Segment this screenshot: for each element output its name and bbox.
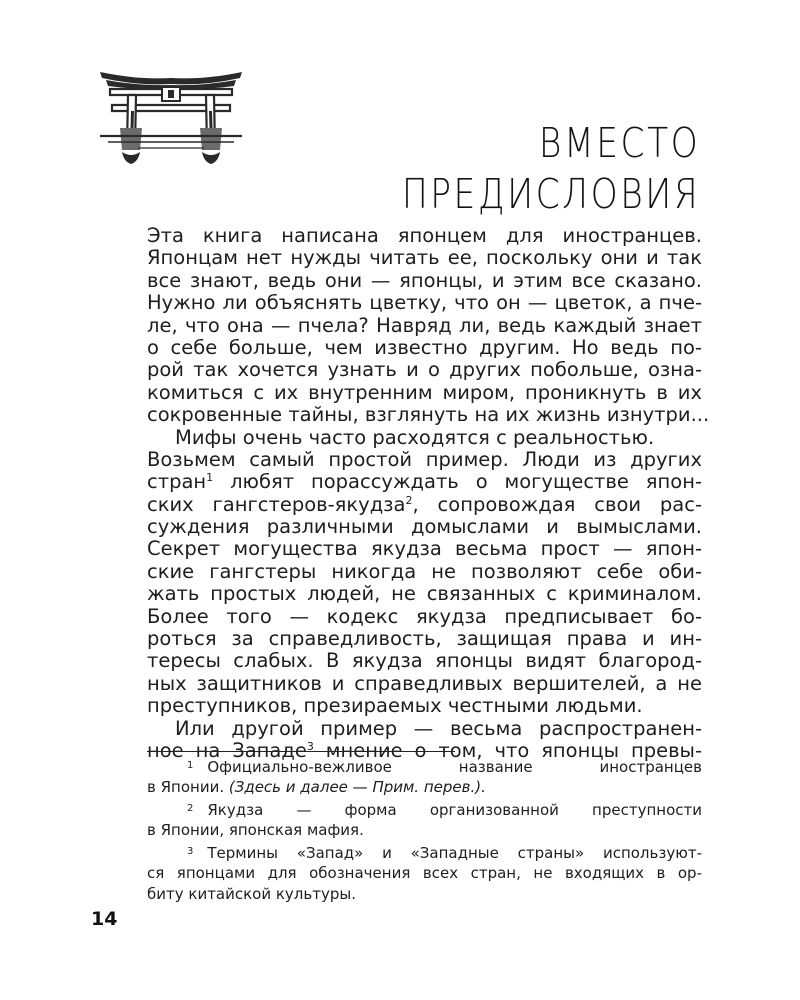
- text-line: [147, 494, 702, 516]
- text-line: Или другой пример — весьма распространен-: [175, 716, 702, 740]
- text-line: Возьмем самый простой пример. Люди из других: [147, 447, 702, 471]
- text-line: Нужно ли объяснять цветку, что он — цветок, а пче-: [147, 291, 702, 315]
- footnote-1: [147, 755, 702, 777]
- text-line: [147, 471, 702, 493]
- footnote-text: Термины «Запад» и «Западные страны» используют-: [207, 844, 702, 862]
- text-line: о себе больше, чем известно другим. Но ведь по-: [147, 335, 702, 359]
- text-run: мнение о том, что японцы превы-: [313, 738, 702, 762]
- text-run: ное на Западе: [147, 738, 307, 762]
- footnote-note-italic: (Здесь и далее — Прим. перев.).: [228, 777, 486, 796]
- text-line: суждения различными домыслами и вымыслами.: [147, 515, 702, 539]
- text-line: Более того — кодекс якудза предписывает бо-: [147, 604, 702, 628]
- text-line: роться за справедливость, защищая права и ин-: [147, 627, 702, 651]
- text-line: Секрет могущества якудза весьма прост — япон-: [147, 537, 702, 561]
- text-run: ских гангстеров-якудза: [147, 492, 406, 516]
- page-number: 14: [91, 908, 118, 930]
- text-run: любят порассуждать о могуществе япон-: [213, 470, 702, 494]
- footnote-number: 1: [187, 760, 194, 771]
- text-line: жать простых людей, не связанных с криминалом.: [147, 582, 702, 606]
- text-line: Мифы очень часто расходятся с реальностью.: [175, 425, 655, 449]
- footnote-text: Официально-вежливое название иностранцев: [207, 758, 702, 776]
- footnote-text: в Японии.: [147, 777, 229, 796]
- text-line: ле, что она — пчела? Навряд ли, ведь каждый знает: [147, 313, 702, 337]
- chapter-title: [402, 118, 700, 220]
- text-line: ных защитников и справедливых вершителей, а не: [147, 671, 702, 695]
- text-line: Японцам нет нужды читать ее, поскольку они и так: [147, 246, 702, 270]
- torii-gate-icon: [98, 66, 244, 166]
- footnote-number: 2: [187, 803, 194, 814]
- footnote-ref-1[interactable]: 1: [206, 471, 214, 485]
- footnote-ref-3[interactable]: 3: [306, 739, 314, 753]
- chapter-title-line-2: ПРЕДИСЛОВИЯ: [401, 170, 700, 218]
- text-run: , сопровождая свои рас-: [412, 492, 702, 516]
- text-line: ские гангстеры никогда не позволяют себе оби-: [147, 559, 702, 583]
- body-text: [147, 224, 710, 762]
- footnote-3: [147, 841, 702, 863]
- footnote-text: Якудза — форма организованной преступности: [207, 801, 702, 819]
- footnote-3-cont: биту китайской культуры.: [147, 885, 356, 903]
- footnote-2: [147, 798, 702, 820]
- footnote-divider: [147, 751, 455, 752]
- footnote-1-cont: [147, 777, 702, 799]
- text-run: стран: [147, 470, 207, 494]
- footnote-ref-2[interactable]: 2: [405, 493, 413, 507]
- footnotes: [147, 755, 702, 906]
- text-line: рой так хочется узнать и о других побольше, озна-: [147, 358, 702, 382]
- text-line: комиться с их внутренним миром, проникнуть в их: [147, 380, 702, 404]
- footnote-number: 3: [187, 846, 194, 857]
- text-line: тересы слабых. В якудза японцы видят благород-: [147, 649, 702, 673]
- chapter-title-line-1: ВМЕСТО: [538, 119, 700, 167]
- text-line: преступников, презираемых честными людьми.: [147, 694, 643, 718]
- text-line: сокровенные тайны, взглянуть на их жизнь изнутри...: [147, 403, 710, 427]
- footnote-3-cont: ся японцами для обозначения всех стран, не входящих в ор-: [147, 863, 702, 882]
- footnote-2-cont: в Японии, японская мафия.: [147, 820, 364, 839]
- text-line: Эта книга написана японцем для иностранцев.: [147, 224, 702, 247]
- text-line: все знают, ведь они — японцы, и этим все сказано.: [147, 268, 702, 292]
